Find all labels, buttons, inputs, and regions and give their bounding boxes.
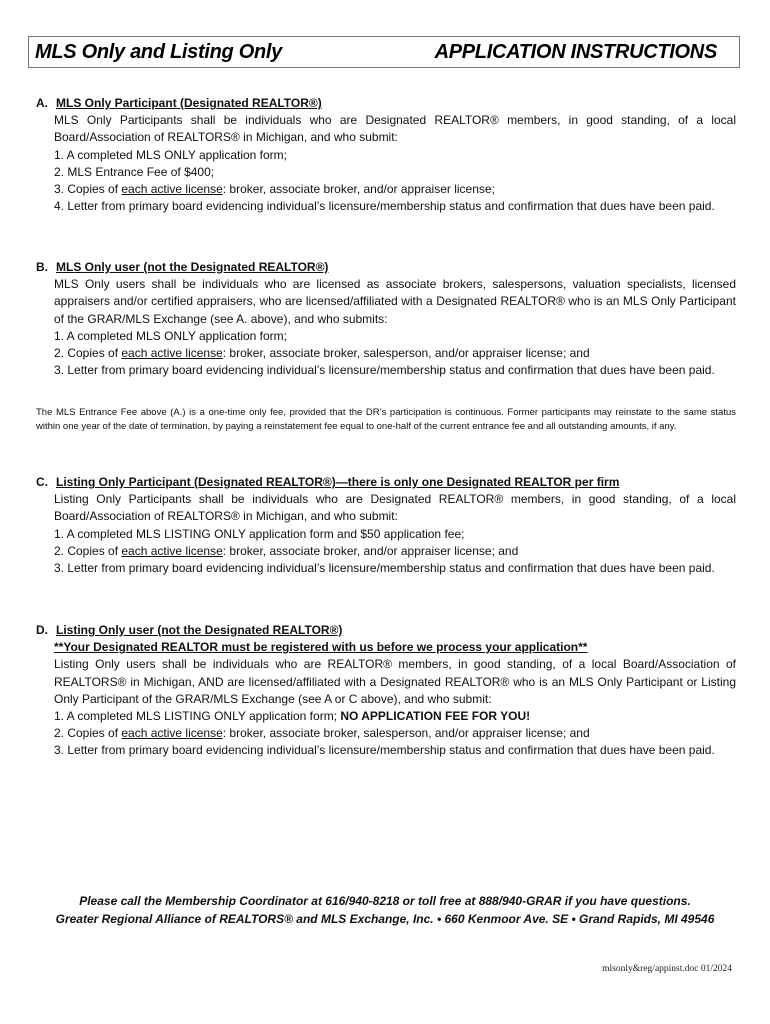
section-d bbox=[36, 622, 736, 760]
section-a-letter: A. bbox=[36, 96, 48, 110]
header-right-title: APPLICATION INSTRUCTIONS bbox=[434, 41, 717, 63]
document-reference: mlsonly&reg/appinst.doc 01/2024 bbox=[602, 964, 732, 974]
section-d-item-3: 3. Letter from primary board evidencing individual’s licensure/membership status and confirmation that dues have been paid. bbox=[54, 743, 715, 758]
section-b-heading bbox=[36, 259, 736, 276]
section-b-intro: MLS Only users shall be individuals who are licensed as associate brokers, salespersons, valuation specialists, licensed appraisers and/or certified appraisers, who are licensed/affiliated with a Designated REALTOR® who is an MLS Only Participant of the GRAR/MLS Exchange (see A. above), and who submits: bbox=[54, 277, 736, 326]
section-a-item-3: 3. Copies of each active license: broker, associate broker, and/or appraiser license; bbox=[54, 182, 495, 197]
section-d-heading bbox=[36, 622, 736, 639]
section-d-intro: Listing Only users shall be individuals who are REALTOR® members, in good standing, of a local Board/Association of REALTORS® in Michigan, AND are licensed/affiliated with a Designated REALTOR® who is an MLS Only Participant or Listing Only Participant of the GRAR/MLS Exchange (see A or C above), and who submit: bbox=[54, 657, 736, 706]
section-b-item-1: 1. A completed MLS ONLY application form; bbox=[54, 328, 288, 343]
section-d-title: Listing Only user (not the Designated REALTOR®) bbox=[56, 623, 343, 637]
section-b bbox=[36, 259, 736, 379]
footer-address-line: Greater Regional Alliance of REALTORS® and MLS Exchange, Inc. • 660 Kenmoor Ave. SE • Grand Rapids, MI 49546 bbox=[55, 912, 715, 926]
section-d-registration-note: **Your Designated REALTOR must be registered with us before we process your application** bbox=[54, 640, 588, 655]
section-a-heading bbox=[36, 95, 736, 112]
section-c-intro: Listing Only Participants shall be individuals who are Designated REALTOR® members, in good standing, of a local Board/Association of REALTORS® in Michigan, and who submit: bbox=[54, 492, 736, 524]
section-a-item-4: 4. Letter from primary board evidencing individual’s licensure/membership status and confirmation that dues have been paid. bbox=[54, 199, 715, 214]
section-c-title: Listing Only Participant (Designated REALTOR®)—there is only one Designated REALTOR per firm bbox=[56, 475, 620, 489]
section-a-intro: MLS Only Participants shall be individuals who are Designated REALTOR® members, in good standing, of a local Board/Association of REALTORS® in Michigan, and who submit: bbox=[54, 113, 736, 145]
header-left-title: MLS Only and Listing Only bbox=[35, 41, 282, 63]
section-a bbox=[36, 95, 736, 215]
section-c bbox=[36, 474, 736, 577]
header-box bbox=[28, 36, 740, 68]
section-d-item-2: 2. Copies of each active license: broker, associate broker, salesperson, and/or appraiser license; and bbox=[54, 726, 590, 741]
section-c-item-2: 2. Copies of each active license: broker, associate broker, and/or appraiser license; and bbox=[54, 543, 519, 558]
section-c-letter: C. bbox=[36, 475, 48, 489]
entrance-fee-footnote: The MLS Entrance Fee above (A.) is a one-time only fee, provided that the DR’s participation is continuous. Former participants may reinstate to the same status within one year of the date of termination, by paying a reinstatement fee equal to one-half of the current entrance fee and all outstanding amounts, if any. bbox=[36, 407, 736, 432]
section-a-title: MLS Only Participant (Designated REALTOR®) bbox=[56, 96, 322, 110]
section-c-item-3: 3. Letter from primary board evidencing individual’s licensure/membership status and confirmation that dues have been paid. bbox=[54, 561, 715, 576]
section-d-item-1: 1. A completed MLS LISTING ONLY application form; NO APPLICATION FEE FOR YOU! bbox=[54, 709, 531, 724]
footer-contact-line: Please call the Membership Coordinator at 616/940-8218 or toll free at 888/940-GRAR if you have questions. bbox=[79, 894, 691, 908]
section-b-item-3: 3. Letter from primary board evidencing individual’s licensure/membership status and confirmation that dues have been paid. bbox=[54, 363, 715, 378]
section-c-item-1: 1. A completed MLS LISTING ONLY application form and $50 application fee; bbox=[54, 526, 465, 541]
section-d-letter: D. bbox=[36, 623, 48, 637]
section-b-letter: B. bbox=[36, 260, 48, 274]
section-b-item-2: 2. Copies of each active license: broker, associate broker, salesperson, and/or appraiser license; and bbox=[54, 346, 590, 361]
section-c-heading bbox=[36, 474, 736, 491]
section-a-item-2: 2. MLS Entrance Fee of $400; bbox=[54, 164, 215, 179]
section-b-title: MLS Only user (not the Designated REALTOR®) bbox=[56, 260, 329, 274]
section-a-item-1: 1. A completed MLS ONLY application form; bbox=[54, 147, 288, 162]
